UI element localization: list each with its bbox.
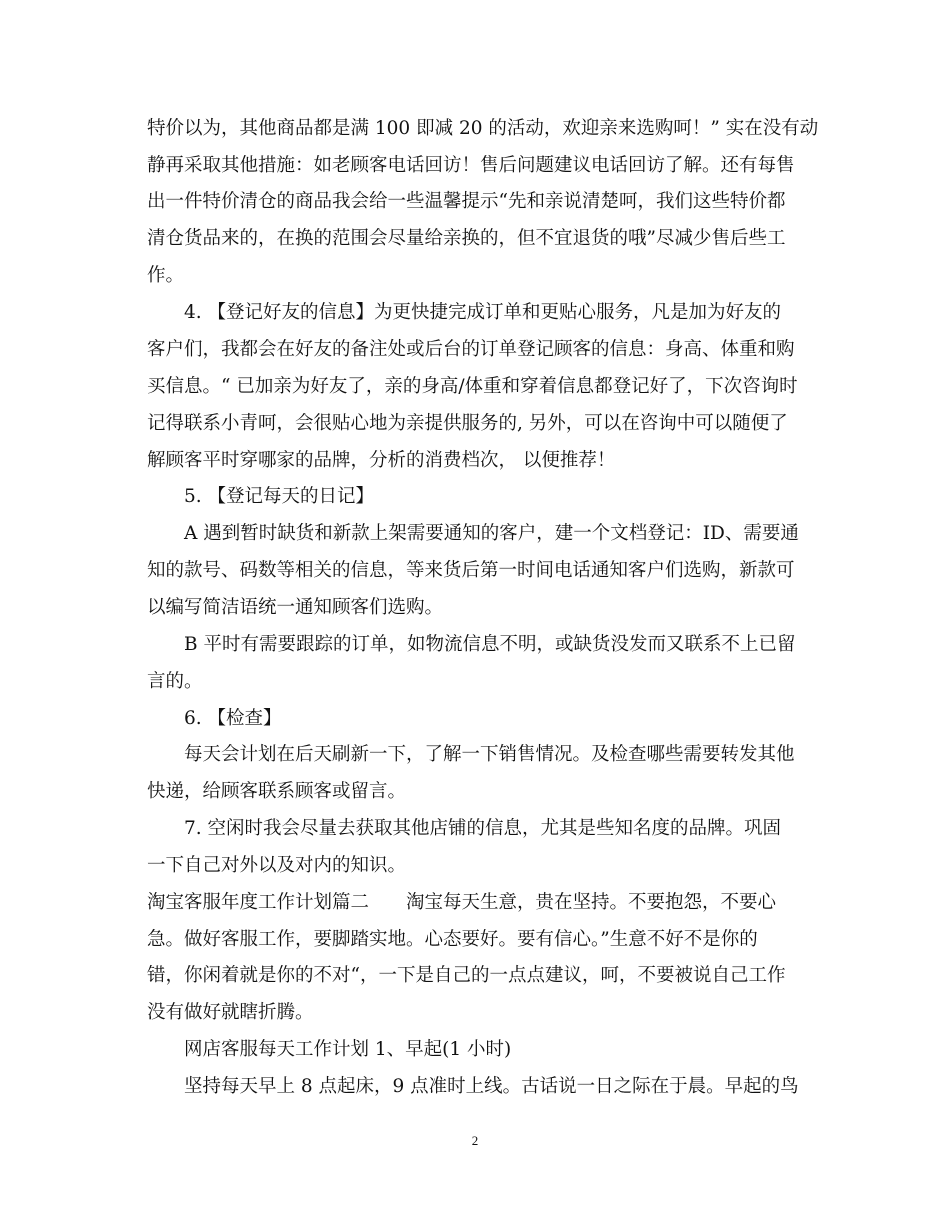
text-line: 清仓货品来的，在换的范围会尽量给亲换的，但不宜退货的哦”尽减少售后些工 [147, 228, 786, 249]
text-line: 买信息。“ 已加亲为好友了，亲的身高/体重和穿着信息都登记好了，下次咨询时 [147, 376, 798, 397]
text-line: 作。 [147, 265, 185, 286]
section-heading-4: 4. 【登记好友的信息】为更快捷完成订单和更贴心服务，凡是加为好友的 [184, 302, 782, 323]
text-line: 没有做好就瞎折腾。 [147, 1002, 314, 1023]
text-line: 出一件特价清仓的商品我会给一些温馨提示“先和亲说清楚呵，我们这些特价都 [147, 191, 786, 212]
section-title-part-2: 淘宝客服年度工作计划篇二 淘宝每天生意，贵在坚持。不要抱怨，不要心 [147, 892, 777, 913]
text-line: 快递，给顾客联系顾客或留言。 [147, 781, 407, 802]
text-line: 记得联系小青呵，会很贴心地为亲提供服务的, 另外，可以在咨询中可以随便了 [147, 413, 788, 434]
text-line: 以编写简洁语统一通知顾客们选购。 [147, 597, 444, 618]
text-line: 言的。 [147, 671, 203, 692]
text-line: 急。做好客服工作，要脚踏实地。心态要好。要有信心。”生意不好不是你的 [147, 929, 758, 950]
section-heading-daily-plan: 网店客服每天工作计划 1、早起(1 小时) [184, 1039, 512, 1060]
text-line: 特价以为，其他商品都是满 100 即减 20 的活动，欢迎亲来选购呵！” 实在没有动 [147, 118, 819, 139]
section-heading-5: 5. 【登记每天的日记】 [184, 486, 375, 507]
text-line: B 平时有需要跟踪的订单，如物流信息不明，或缺货没发而又联系不上已留 [184, 634, 796, 655]
text-line: 解顾客平时穿哪家的品牌，分析的消费档次， 以便推荐！ [147, 450, 616, 471]
text-line: A 遇到暂时缺货和新款上架需要通知的客户，建一个文档登记：ID、需要通 [184, 523, 799, 544]
text-line: 坚持每天早上 8 点起床，9 点准时上线。古话说一日之际在于晨。早起的鸟 [184, 1076, 799, 1097]
text-line: 知的款号、码数等相关的信息，等来货后第一时间电话通知客户们选购，新款可 [147, 560, 795, 581]
text-line: 每天会计划在后天刷新一下，了解一下销售情况。及检查哪些需要转发其他 [184, 744, 795, 765]
text-line: 静再采取其他措施：如老顾客电话回访！售后问题建议电话回访了解。还有每售 [147, 155, 795, 176]
section-heading-6: 6. 【检查】 [184, 708, 282, 729]
page-number: 2 [471, 1133, 479, 1148]
text-line: 错，你闲着就是你的不对“，一下是自己的一点点建议，呵，不要被说自己工作 [147, 965, 786, 986]
text-line: 客户们，我都会在好友的备注处或后台的订单登记顾客的信息：身高、体重和购 [147, 339, 795, 360]
text-line: 一下自己对外以及对内的知识。 [147, 855, 407, 876]
section-heading-7: 7. 空闲时我会尽量去获取其他店铺的信息，尤其是些知名度的品牌。巩固 [184, 818, 782, 839]
